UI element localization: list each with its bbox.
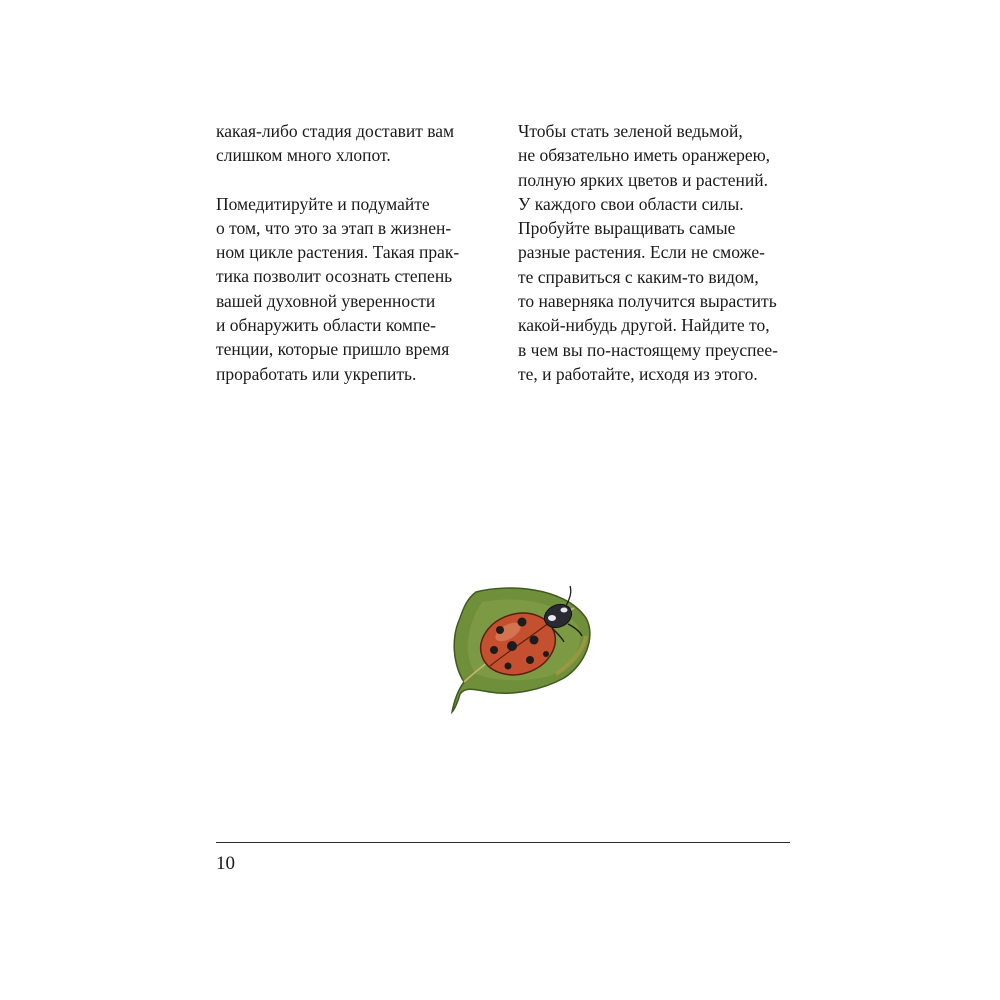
text-line: полную ярких цветов и растений. [518, 169, 768, 190]
text-line: разные растения. Если не сможе- [518, 242, 765, 263]
footer-rule [216, 842, 790, 843]
text-line: то наверняка получится вырастить [518, 291, 777, 312]
head-mark [561, 608, 568, 613]
spot [507, 641, 517, 651]
text-line: не обязательно иметь оранжерею, [518, 145, 771, 166]
spot [530, 636, 539, 645]
paragraph-gap [216, 168, 496, 192]
spot [505, 663, 512, 670]
text-line: те справиться с каким-то видом, [518, 266, 759, 287]
text-line: проработать или укрепить. [216, 363, 417, 384]
left-text-column [216, 119, 496, 386]
text-line: какой-нибудь другой. Найдите то, [518, 315, 770, 336]
page-number: 10 [216, 853, 235, 874]
text-line: ном цикле растения. Такая прак- [216, 242, 460, 263]
text-line: те, и работайте, исходя из этого. [518, 363, 758, 384]
text-line: Пробуйте выращивать самые [518, 218, 736, 239]
text-line: Помедитируйте и подумайте [216, 193, 430, 214]
spot [518, 618, 527, 627]
text-line: У каждого свои области силы. [518, 193, 744, 214]
ladybug-on-leaf-icon [446, 578, 596, 718]
text-line: о том, что это за этап в жизнен- [216, 217, 452, 238]
text-line: слишком много хлопот. [216, 145, 391, 166]
text-line: тенции, которые пришло время [216, 339, 450, 360]
head-mark [548, 615, 556, 621]
spot [490, 646, 498, 654]
text-line: Чтобы стать зеленой ведьмой, [518, 121, 743, 141]
spot [496, 626, 504, 634]
spot [543, 651, 549, 657]
text-line: в чем вы по-настоящему преуспее- [518, 339, 778, 360]
text-line: какая-либо стадия доставит вам [216, 121, 455, 141]
right-text-column [518, 119, 808, 386]
text-line: вашей духовной уверенности [216, 290, 436, 311]
text-line: тика позволит осознать степень [216, 266, 453, 287]
text-line: и обнаружить области компе- [216, 315, 436, 336]
spot [526, 656, 534, 664]
